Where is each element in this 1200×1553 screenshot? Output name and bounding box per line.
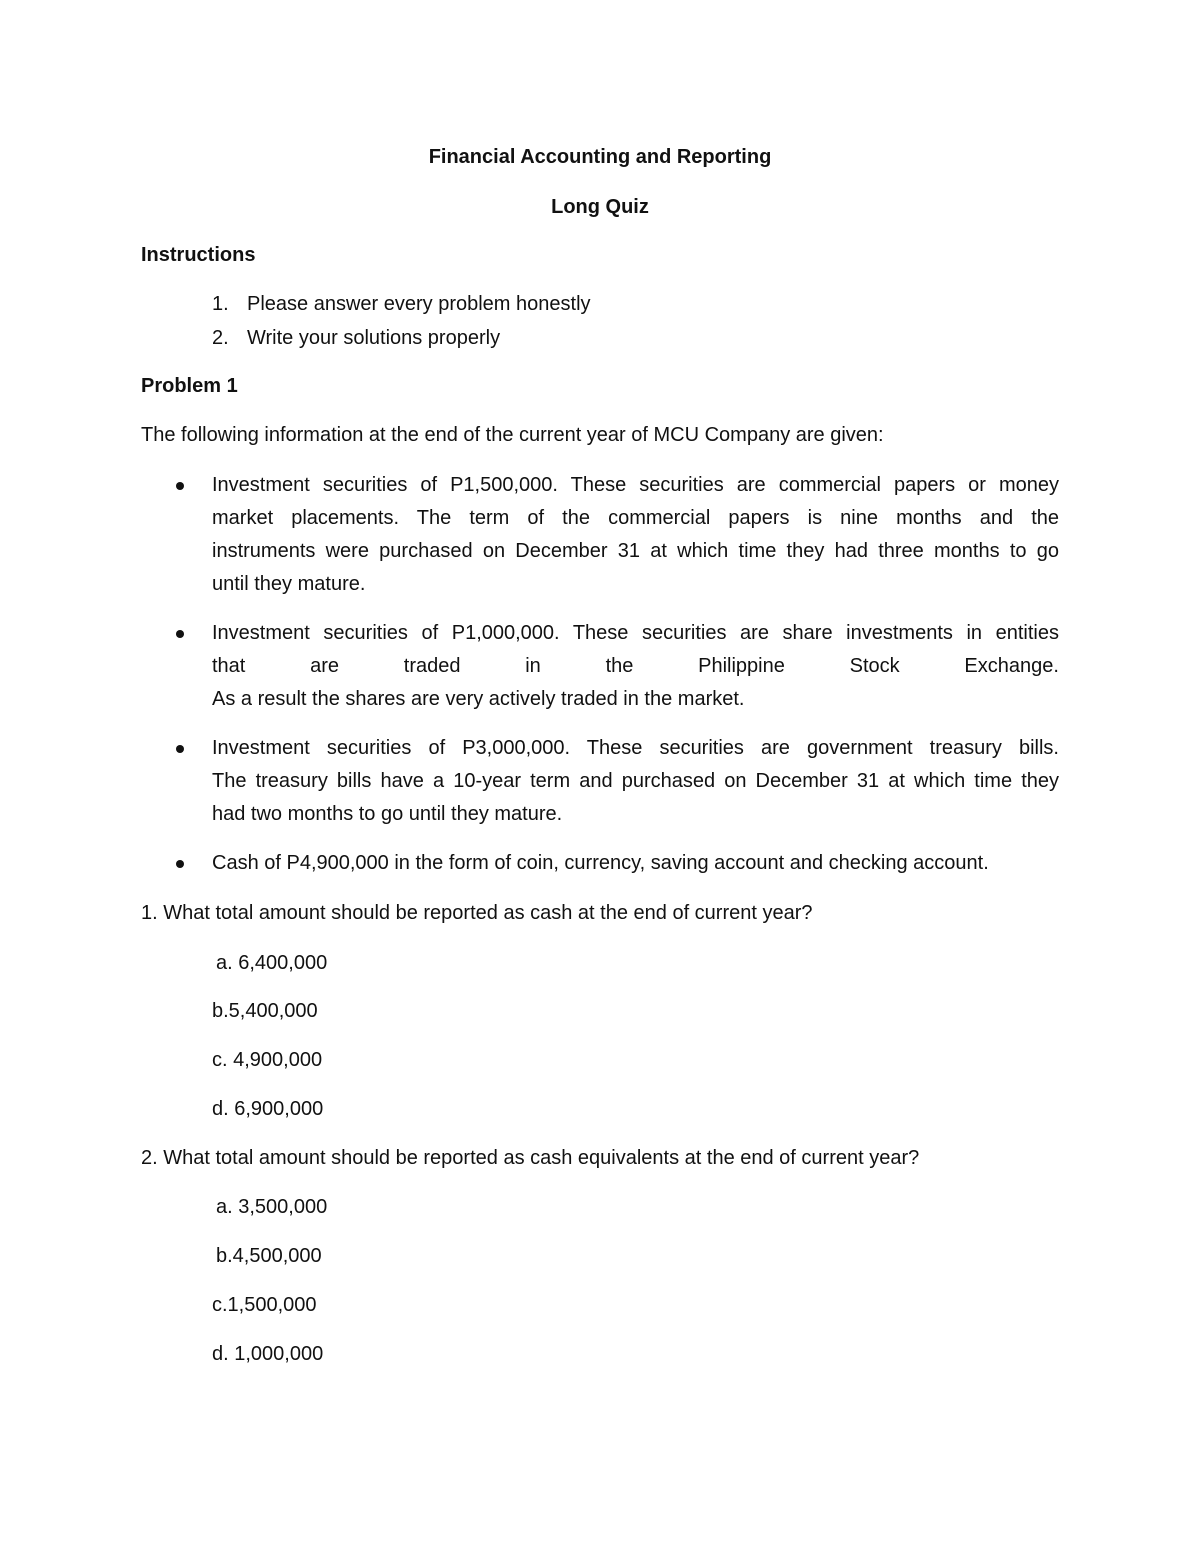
bullet-paragraph [212,732,1059,831]
bullet-icon [176,745,184,753]
spread-word: Exchange. [964,655,1059,677]
paragraph-line: Investment securities of P1,500,000. These securities are commercial papers or money [212,474,1059,496]
spread-word: Stock [849,655,900,677]
document-title: Financial Accounting and Reporting [428,146,772,168]
instruction-number: 2. [212,327,229,349]
spread-word: in [525,655,541,677]
bullet-icon [176,482,184,490]
spread-word: the [605,655,634,677]
document-subtitle: Long Quiz [551,196,649,218]
answer-choice: d. 6,900,000 [212,1098,324,1120]
instruction-text: Please answer every problem honestly [247,293,591,315]
bullet-icon [176,630,184,638]
answer-choice: c.1,500,000 [212,1294,317,1316]
paragraph-line: until they mature. [212,573,366,595]
paragraph-line: market placements. The term of the commercial papers is nine months and the [212,507,1059,529]
question-text: 1. What total amount should be reported as cash at the end of current year? [141,902,813,924]
instruction-number: 1. [212,293,229,315]
paragraph-line: Investment securities of P1,000,000. These securities are share investments in entities [212,622,1059,644]
instruction-text: Write your solutions properly [247,327,501,349]
spread-word: that [212,655,246,677]
paragraph-line: As a result the shares are very actively traded in the market. [212,688,745,710]
paragraph-line: had two months to go until they mature. [212,803,563,825]
answer-choice: b.4,500,000 [216,1245,322,1267]
paragraph-line: instruments were purchased on December 31 at which time they had three months to go [212,540,1059,562]
problem-intro: The following information at the end of the current year of MCU Company are given: [141,424,884,446]
paragraph-line: The treasury bills have a 10-year term and purchased on December 31 at which time they [212,770,1059,792]
paragraph-line: Cash of P4,900,000 in the form of coin, currency, saving account and checking account. [212,852,989,874]
instructions-heading: Instructions [141,244,256,266]
question-text: 2. What total amount should be reported as cash equivalents at the end of current year? [141,1147,920,1169]
paragraph-line-spread [212,650,1059,683]
spread-word: Philippine [698,655,785,677]
answer-choice: c. 4,900,000 [212,1049,323,1071]
answer-choice: a. 3,500,000 [216,1196,328,1218]
bullet-paragraph [212,617,1059,716]
bullet-icon [176,860,184,868]
problem-heading: Problem 1 [141,375,238,397]
bullet-paragraph [212,847,1059,880]
answer-choice: a. 6,400,000 [216,952,328,974]
spread-word: are [310,655,340,677]
answer-choice: d. 1,000,000 [212,1343,324,1365]
spread-word: traded [403,655,461,677]
bullet-paragraph [212,469,1059,601]
answer-choice: b.5,400,000 [212,1000,318,1022]
paragraph-line: Investment securities of P3,000,000. These securities are government treasury bills. [212,737,1059,759]
